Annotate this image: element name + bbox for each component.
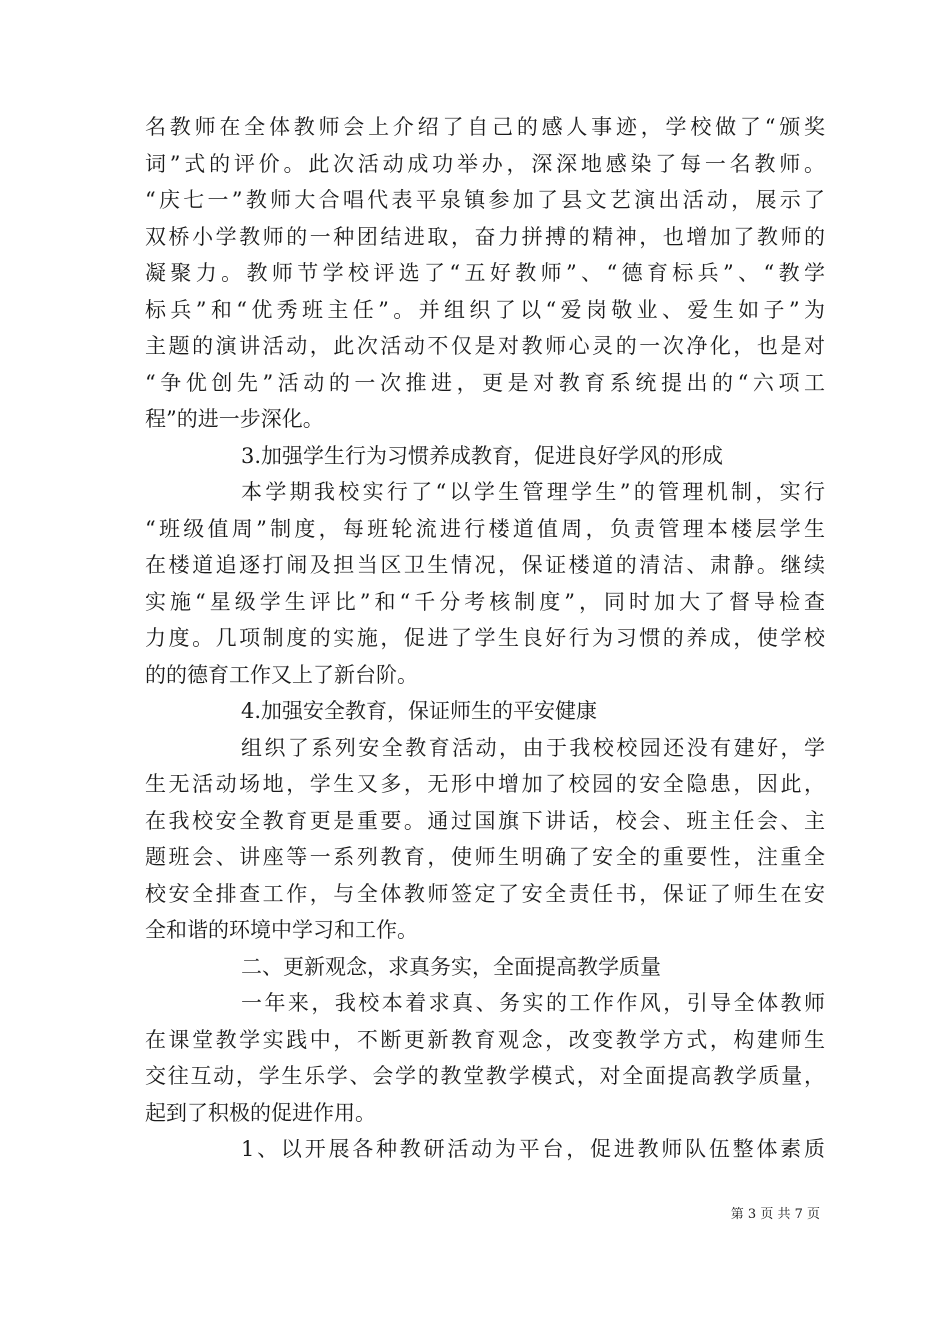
text-line: “班级值周”制度，每班轮流进行楼道值周，负责管理本楼层学生 — [145, 516, 825, 541]
text-line: 的的德育工作又上了新台阶。 — [145, 662, 418, 687]
text-line: 在楼道追逐打闹及担当区卫生情况，保证楼道的清洁、肃静。继续 — [145, 553, 825, 577]
text-line: 二、更新观念，求真务实，全面提高教学质量 — [241, 954, 661, 979]
text-line: 组织了系列安全教育活动，由于我校校园还没有建好，学 — [241, 735, 825, 760]
text-line: 题班会、讲座等一系列教育，使师生明确了安全的重要性，注重全 — [145, 845, 825, 869]
text-line: 校安全排查工作，与全体教师签定了安全责任书，保证了师生在安 — [145, 881, 825, 906]
text-line: 交往互动，学生乐学、会学的教堂教学模式，对全面提高教学质量， — [145, 1064, 825, 1088]
text-line: 4.加强安全教育，保证师生的平安健康 — [241, 699, 598, 723]
text-line: 1、以开展各种教研活动为平台，促进教师队伍整体素质 — [241, 1137, 825, 1161]
text-line: 程”的进一步深化。 — [145, 407, 324, 431]
text-line: 标兵”和“优秀班主任”。并组织了以“爱岗敬业、爱生如子”为 — [145, 297, 825, 322]
text-line: 主题的演讲活动，此次活动不仅是对教师心灵的一次净化，也是对 — [145, 334, 825, 358]
text-line: “庆七一”教师大合唱代表平泉镇参加了县文艺演出活动，展示了 — [145, 188, 825, 212]
text-line: 起到了积极的促进作用。 — [145, 1100, 376, 1125]
body-text — [145, 109, 825, 1168]
text-line: 词”式的评价。此次活动成功举办，深深地感染了每一名教师。 — [145, 151, 825, 176]
text-line: 生无活动场地，学生又多，无形中增加了校园的安全隐患，因此， — [145, 772, 825, 796]
text-line: 本学期我校实行了“以学生管理学生”的管理机制，实行 — [241, 480, 825, 504]
text-line: 实施“星级学生评比”和“千分考核制度”，同时加大了督导检查 — [145, 589, 825, 614]
text-line: 双桥小学教师的一种团结进取，奋力拼搏的精神，也增加了教师的 — [145, 224, 825, 249]
text-line: 在我校安全教育更是重要。通过国旗下讲话，校会、班主任会、主 — [145, 808, 825, 833]
page-number-footer: 第 3 页 共 7 页 — [730, 1207, 820, 1222]
text-line: “争优创先”活动的一次推进，更是对教育系统提出的“六项工 — [145, 370, 825, 395]
text-line: 3.加强学生行为习惯养成教育，促进良好学风的形成 — [241, 443, 724, 468]
text-line: 凝聚力。教师节学校评选了“五好教师”、“德育标兵”、“教学 — [145, 261, 825, 285]
text-line: 名教师在全体教师会上介绍了自己的感人事迹，学校做了“颁奖 — [145, 115, 825, 139]
text-line: 力度。几项制度的实施，促进了学生良好行为习惯的养成，使学校 — [145, 626, 825, 650]
text-line: 一年来，我校本着求真、务实的工作作风，引导全体教师 — [241, 991, 825, 1015]
text-line: 在课堂教学实践中，不断更新教育观念，改变教学方式，构建师生 — [145, 1027, 825, 1052]
text-line: 全和谐的环境中学习和工作。 — [145, 918, 418, 942]
